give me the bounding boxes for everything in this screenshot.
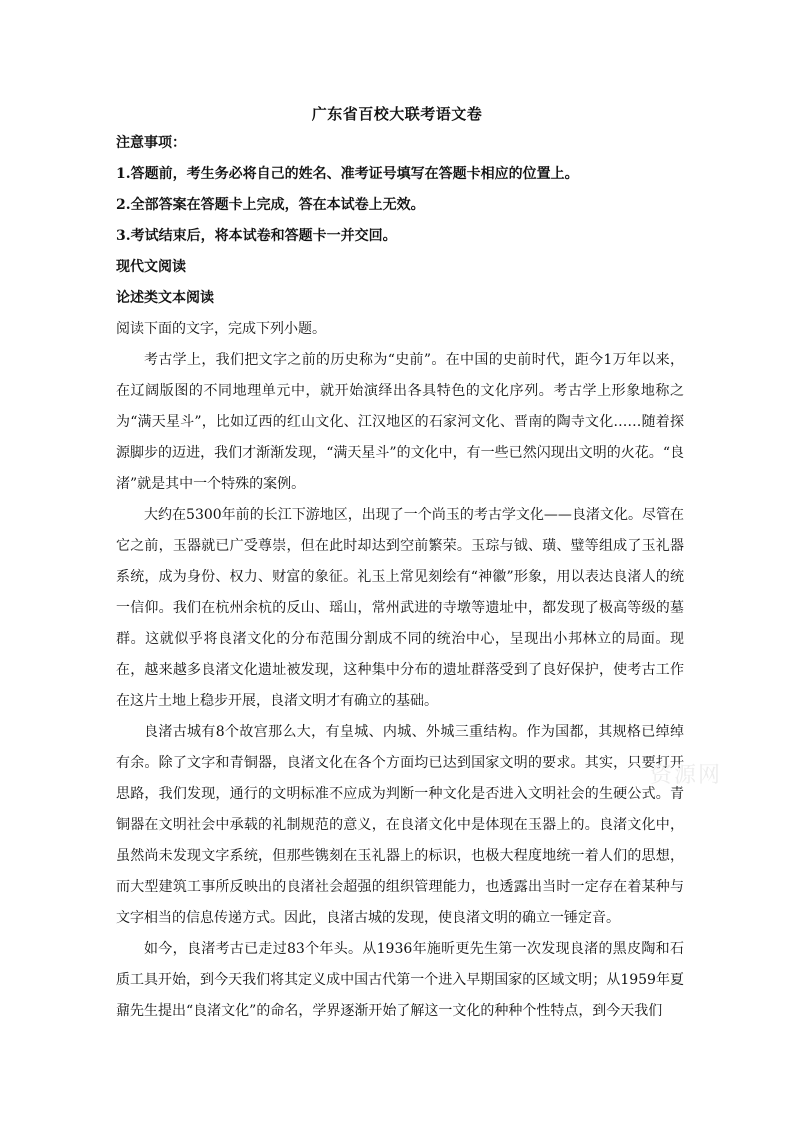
page-title: 广东省百校大联考语文卷 [311,105,483,123]
notice-item-3: 3.考试结束后，将本试卷和答题卡一并交回。 [116,228,397,244]
notice-heading: 注意事项： [116,135,186,151]
notice-item-1: 1.答题前，考生务必将自己的姓名、准考证号填写在答题卡相应的位置上。 [116,166,579,182]
passage-paragraph-4: 如今，良渚考古已走过83个年头。从1936年施昕更先生第一次发现良渚的黑皮陶和石质工具开始，到今天我们将其定义成中国古代第一个进入早期国家的区域文明；从1959年夏鼐先生提出“良渚文化”的命名，学界逐渐开始了解这一文化的种种个性特点，到今天我们 [116,941,684,1019]
notice-item-2: 2.全部答案在答题卡上完成，答在本试卷上无效。 [116,197,425,213]
passage-paragraph-1: 考古学上，我们把文字之前的历史称为“史前”。在中国的史前时代，距今1万年以来，在辽阔版图的不同地理单元中，就开始演绎出各具特色的文化序列。考古学上形象地称之为“满天星斗”，比如辽西的红山文化、江汉地区的石家河文化、晋南的陶寺文化……随着探源脚步的迈进，我们才渐渐发现，“满天星斗”的文化中，有一些已然闪现出文明的火花。“良渚”就是其中一个特殊的案例。 [116,352,684,492]
passage-paragraph-2: 大约在5300年前的长江下游地区，出现了一个尚玉的考古学文化——良渚文化。尽管在它之前，玉器就已广受尊崇，但在此时却达到空前繁荣。玉琮与钺、璜、璧等组成了玉礼器系统，成为身份、权力、财富的象征。礼玉上常见刻绘有“神徽”形象，用以表达良渚人的统一信仰。我们在杭州余杭的反山、瑶山，常州武进的寺墩等遗址中，都发现了极高等级的墓群。这就似乎将良渚文化的分布范围分割成不同的统治中心，呈现出小邦林立的局面。现在，越来越多良渚文化遗址被发现，这种集中分布的遗址群落受到了良好保护，使考古工作在这片土地上稳步开展，良渚文明才有确立的基础。 [116,507,684,709]
subsection-heading: 论述类文本阅读 [116,290,214,306]
section-heading: 现代文阅读 [116,259,186,275]
reading-passage [116,345,684,1027]
watermark: 资源网 [650,763,723,788]
passage-paragraph-3: 良渚古城有8个故宫那么大，有皇城、内城、外城三重结构。作为国都，其规格已绰绰有余。除了文字和青铜器，良渚文化在各个方面均已达到国家文明的要求。其实，只要打开思路，我们发现，通行的文明标准不应成为判断一种文化是否进入文明社会的生硬公式。青铜器在文明社会中承载的礼制规范的意义，在良渚文化中是体现在玉器上的。良渚文化中，虽然尚未发现文字系统，但那些镌刻在玉礼器上的标识，也极大程度地统一着人们的思想，而大型建筑工事所反映出的良渚社会超强的组织管理能力，也透露出当时一定存在着某种与文字相当的信息传递方式。因此，良渚古城的发现，使良渚文明的确立一锤定音。 [116,724,684,926]
notice-section [116,128,684,345]
instruction-text: 阅读下面的文字，完成下列小题。 [116,321,326,337]
